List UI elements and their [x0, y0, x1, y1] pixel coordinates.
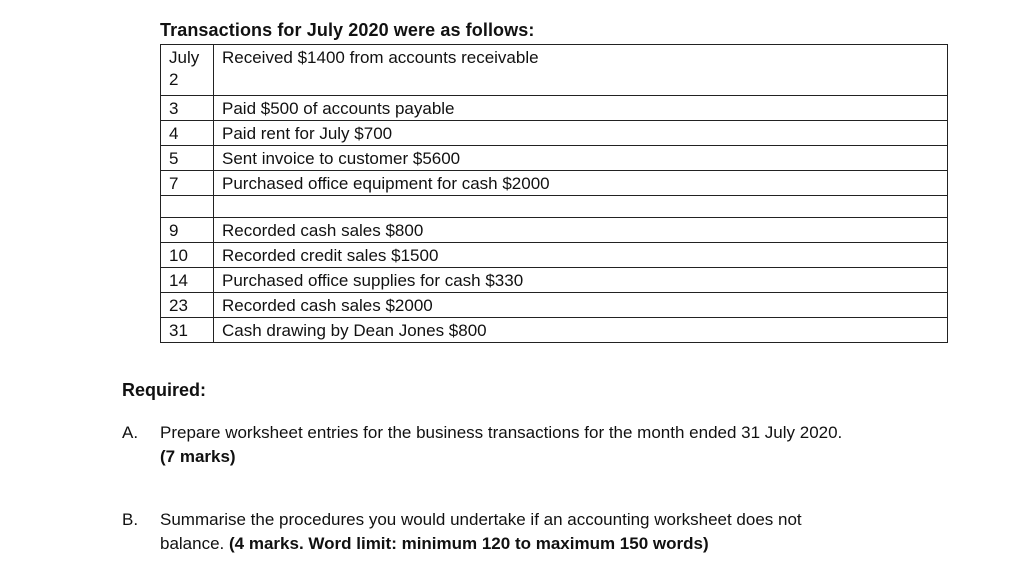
day-number: 2 — [169, 70, 179, 89]
description-cell: Cash drawing by Dean Jones $800 — [214, 318, 948, 343]
description-cell: Paid $500 of accounts payable — [214, 96, 948, 121]
day-cell: 7 — [161, 171, 214, 196]
table-row — [161, 171, 948, 196]
description-cell: Recorded cash sales $800 — [214, 218, 948, 243]
day-cell: 10 — [161, 243, 214, 268]
question-b-letter: B. — [122, 510, 139, 529]
day-cell: 14 — [161, 268, 214, 293]
question-a-letter: A. — [122, 423, 139, 442]
question-b-text-line1: Summarise the procedures you would undertake if an accounting worksheet does not — [160, 510, 802, 529]
day-cell: 31 — [161, 318, 214, 343]
day-cell: 3 — [161, 96, 214, 121]
question-a — [122, 421, 982, 469]
day-cell: 4 — [161, 121, 214, 146]
required-heading: Required: — [122, 380, 207, 400]
day-cell: 5 — [161, 146, 214, 171]
description-cell: Recorded cash sales $2000 — [214, 293, 948, 318]
table-row — [161, 146, 948, 171]
table-row — [161, 318, 948, 343]
description-cell: Sent invoice to customer $5600 — [214, 146, 948, 171]
question-a-marks: (7 marks) — [160, 447, 236, 466]
day-cell — [161, 196, 214, 218]
day-cell: 9 — [161, 218, 214, 243]
table-row — [161, 121, 948, 146]
question-b-text-line2: balance. — [160, 534, 225, 553]
table-row — [161, 96, 948, 121]
transactions-title: Transactions for July 2020 were as follows: — [160, 20, 535, 40]
table-row-blank — [161, 196, 948, 218]
description-cell: Received $1400 from accounts receivable — [214, 45, 948, 96]
table-row — [161, 243, 948, 268]
table-row — [161, 218, 948, 243]
table-row — [161, 268, 948, 293]
table-row — [161, 293, 948, 318]
question-a-text: Prepare worksheet entries for the business transactions for the month ended 31 July 2020. — [160, 423, 843, 442]
description-cell: Purchased office supplies for cash $330 — [214, 268, 948, 293]
day-cell — [161, 45, 214, 96]
table-row — [161, 45, 948, 96]
day-month-label: July — [169, 48, 200, 67]
day-cell: 23 — [161, 293, 214, 318]
description-cell: Recorded credit sales $1500 — [214, 243, 948, 268]
description-cell — [214, 196, 948, 218]
description-cell: Purchased office equipment for cash $2000 — [214, 171, 948, 196]
question-b — [122, 508, 982, 556]
description-cell: Paid rent for July $700 — [214, 121, 948, 146]
transactions-table — [160, 44, 948, 343]
question-b-marks: (4 marks. Word limit: minimum 120 to maximum 150 words) — [229, 534, 709, 553]
